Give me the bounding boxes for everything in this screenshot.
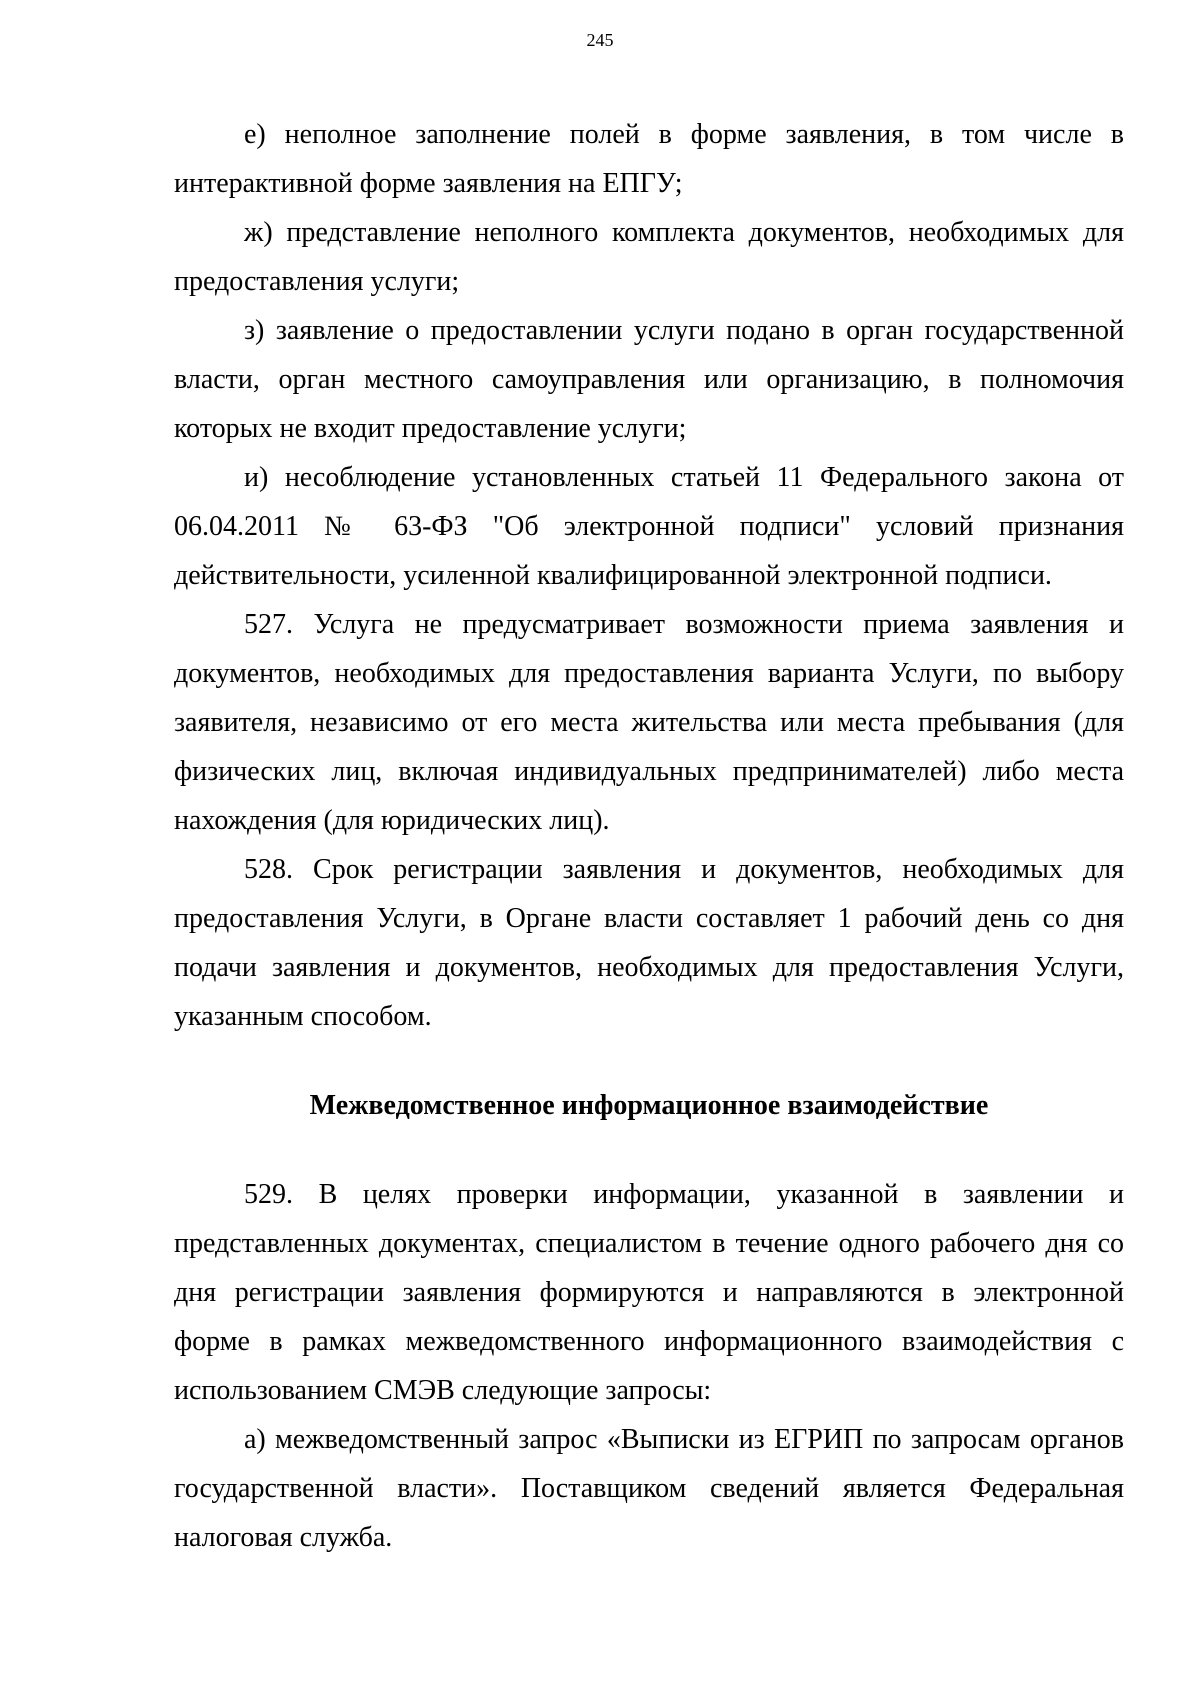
document-body	[174, 110, 1124, 1562]
paragraph-item-i: и) несоблюдение установленных статьей 11 Федерального закона от 06.04.2011 № 63-ФЗ "Об электронной подписи" условий признания действительности, усиленной квалифицированной электронной подписи.	[174, 462, 1124, 591]
paragraph-clause-528: 528. Срок регистрации заявления и документов, необходимых для предоставления Услуги, в Органе власти составляет 1 рабочий день со дня подачи заявления и документов, необходимых для предоставления Услуги, указанным способом.	[174, 854, 1124, 1032]
paragraph-item-a: а) межведомственный запрос «Выписки из ЕГРИП по запросам органов государственной власти». Поставщиком сведений является Федеральная налоговая служба.	[174, 1424, 1124, 1553]
paragraph-item-zh: ж) представление неполного комплекта документов, необходимых для предоставления услуги;	[174, 217, 1124, 297]
paragraph-clause-527: 527. Услуга не предусматривает возможности приема заявления и документов, необходимых для предоставления варианта Услуги, по выбору заявителя, независимо от его места жительства или места пребывания (для физических лиц, включая индивидуальных предпринимателей) либо места нахождения (для юридических лиц).	[174, 609, 1124, 836]
section-heading: Межведомственное информационное взаимодействие	[309, 1090, 989, 1121]
page-number: 245	[586, 30, 614, 50]
paragraph-clause-529: 529. В целях проверки информации, указанной в заявлении и представленных документах, специалистом в течение одного рабочего дня со дня регистрации заявления формируются и направляются в электронной форме в рамках межведомственного информационного взаимодействия с использованием СМЭВ следующие запросы:	[174, 1179, 1124, 1406]
paragraph-item-z: з) заявление о предоставлении услуги подано в орган государственной власти, орган местного самоуправления или организацию, в полномочия которых не входит предоставление услуги;	[174, 315, 1124, 444]
paragraph-item-e: е) неполное заполнение полей в форме заявления, в том числе в интерактивной форме заявления на ЕПГУ;	[174, 119, 1124, 199]
